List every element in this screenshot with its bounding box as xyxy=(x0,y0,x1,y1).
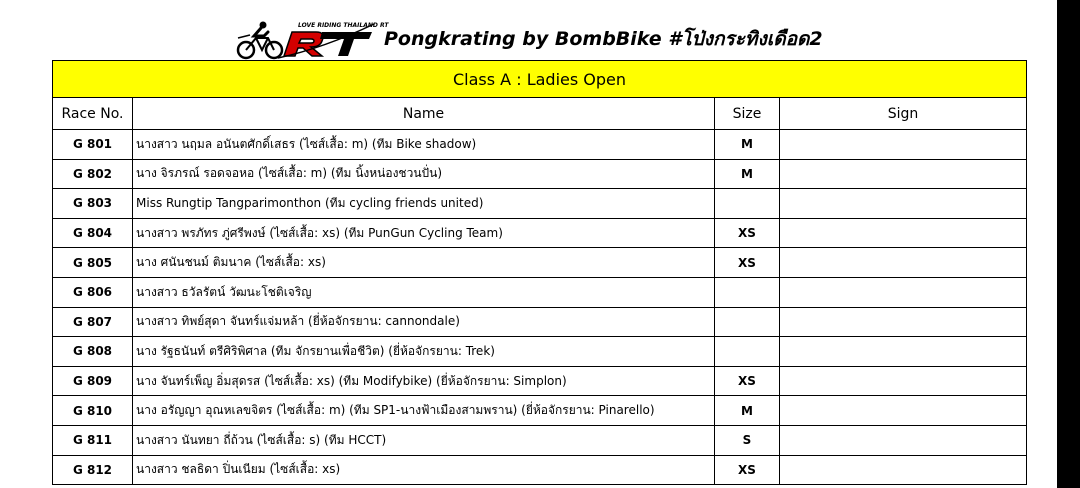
race-number-cell: G 803 xyxy=(53,189,133,219)
race-number-cell: G 811 xyxy=(53,425,133,455)
class-title-row xyxy=(53,61,1027,98)
column-header-sign: Sign xyxy=(780,98,1027,130)
name-cell: นางสาว ธวัลรัตน์ วัฒนะโชติเจริญ xyxy=(133,277,715,307)
table-row xyxy=(53,307,1027,337)
column-header-row xyxy=(53,98,1027,130)
name-cell: นาง รัฐธนันท์ ตรีศิริพิศาล (ทีม จักรยานเพื่อชีวิต) (ยี่ห้อจักรยาน: Trek) xyxy=(133,337,715,367)
name-cell: นางสาว ทิพย์สุดา จันทร์แจ่มหล้า (ยี่ห้อจักรยาน: cannondale) xyxy=(133,307,715,337)
table-row xyxy=(53,130,1027,160)
sign-cell xyxy=(780,455,1027,485)
size-cell xyxy=(715,307,780,337)
page-title: Pongkrating by BombBike #โป่งกระทิงเดือด2 xyxy=(384,28,823,50)
sign-cell xyxy=(780,307,1027,337)
class-title: Class A : Ladies Open xyxy=(53,61,1027,98)
size-cell xyxy=(715,189,780,219)
sign-cell xyxy=(780,277,1027,307)
race-number-cell: G 802 xyxy=(53,159,133,189)
race-number-cell: G 806 xyxy=(53,277,133,307)
window-edge-bar xyxy=(1057,0,1080,488)
name-cell: นาง จันทร์เพ็ญ อิ่มสุดรส (ไซส์เสื้อ: xs) (ทีม Modifybike) (ยี่ห้อจักรยาน: Simplon) xyxy=(133,366,715,396)
size-cell: M xyxy=(715,130,780,160)
size-cell: S xyxy=(715,425,780,455)
size-cell: XS xyxy=(715,248,780,278)
table-row xyxy=(53,425,1027,455)
table-row xyxy=(53,218,1027,248)
sign-cell xyxy=(780,337,1027,367)
document-header xyxy=(234,18,823,60)
race-number-cell: G 809 xyxy=(53,366,133,396)
table-row xyxy=(53,366,1027,396)
table-row xyxy=(53,159,1027,189)
table-row xyxy=(53,337,1027,367)
race-number-cell: G 804 xyxy=(53,218,133,248)
sign-cell xyxy=(780,396,1027,426)
name-cell: นาง ศนันชนม์ ติมนาค (ไซส์เสื้อ: xs) xyxy=(133,248,715,278)
size-cell: XS xyxy=(715,366,780,396)
name-cell: นางสาว พรภัทร ภู่ศรีพงษ์ (ไซส์เสื้อ: xs) (ทีม PunGun Cycling Team) xyxy=(133,218,715,248)
size-cell: XS xyxy=(715,455,780,485)
sign-cell xyxy=(780,159,1027,189)
column-header-size: Size xyxy=(715,98,780,130)
race-number-cell: G 807 xyxy=(53,307,133,337)
name-cell: นางสาว นันทยา ถี่ถ้วน (ไซส์เสื้อ: s) (ทีม HCCT) xyxy=(133,425,715,455)
sign-cell xyxy=(780,130,1027,160)
race-table xyxy=(52,60,1027,485)
size-cell: M xyxy=(715,159,780,189)
table-row xyxy=(53,455,1027,485)
sign-cell xyxy=(780,366,1027,396)
sign-cell xyxy=(780,218,1027,248)
table-row xyxy=(53,396,1027,426)
table-row xyxy=(53,248,1027,278)
table-row xyxy=(53,277,1027,307)
size-cell xyxy=(715,277,780,307)
sign-cell xyxy=(780,425,1027,455)
name-cell: Miss Rungtip Tangparimonthon (ทีม cycling friends united) xyxy=(133,189,715,219)
name-cell: นางสาว นฤมล อนันตศักดิ์เสธร (ไซส์เสื้อ: m) (ทีม Bike shadow) xyxy=(133,130,715,160)
race-number-cell: G 801 xyxy=(53,130,133,160)
size-cell xyxy=(715,337,780,367)
column-header-name: Name xyxy=(133,98,715,130)
sign-cell xyxy=(780,189,1027,219)
sign-cell xyxy=(780,248,1027,278)
name-cell: นาง จิรภรณ์ รอดจอหอ (ไซส์เสื้อ: m) (ทีม นิ้งหน่องชวนปั่น) xyxy=(133,159,715,189)
table-body xyxy=(53,130,1027,485)
table-row xyxy=(53,189,1027,219)
logo-caption: LOVE RIDING THAILAND RT xyxy=(298,22,389,29)
name-cell: นางสาว ชลธิดา ปิ่นเนียม (ไซส์เสื้อ: xs) xyxy=(133,455,715,485)
size-cell: M xyxy=(715,396,780,426)
size-cell: XS xyxy=(715,218,780,248)
race-number-cell: G 810 xyxy=(53,396,133,426)
race-number-cell: G 808 xyxy=(53,337,133,367)
column-header-race-no: Race No. xyxy=(53,98,133,130)
race-number-cell: G 812 xyxy=(53,455,133,485)
rt-logo-icon xyxy=(234,18,389,60)
race-number-cell: G 805 xyxy=(53,248,133,278)
name-cell: นาง อรัญญา อุณหเลขจิตร (ไซส์เสื้อ: m) (ทีม SP1-นางฟ้าเมืองสามพราน) (ยี่ห้อจักรยาน: Pinarello) xyxy=(133,396,715,426)
